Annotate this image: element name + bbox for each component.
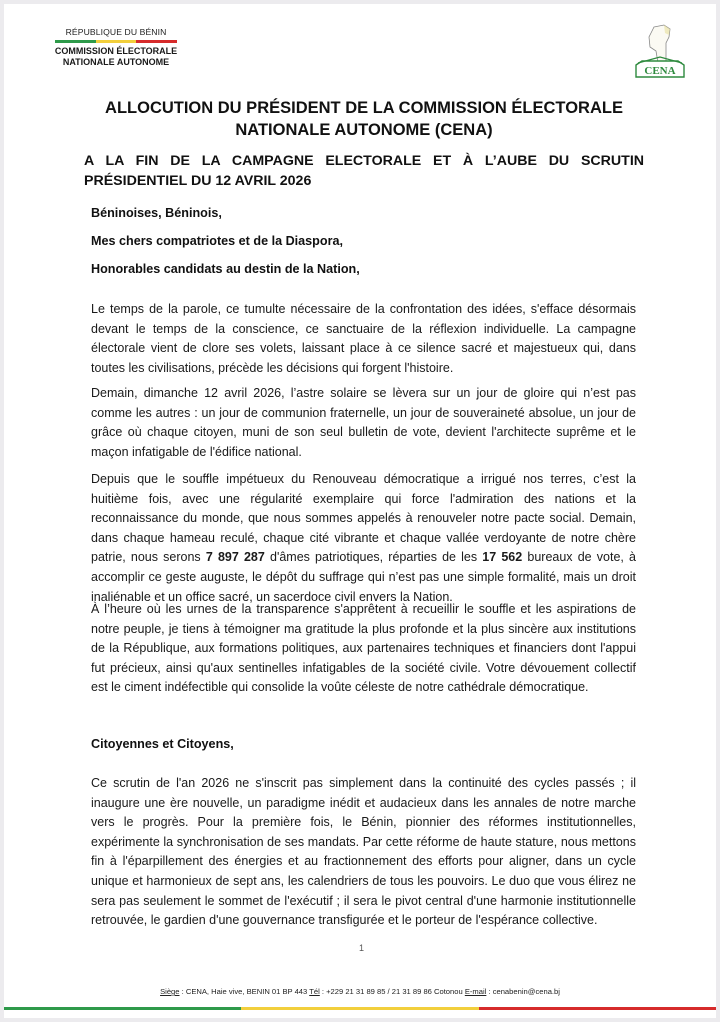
commission-line-1: COMMISSION ÉLECTORALE: [54, 46, 178, 56]
tel-value: : +229 21 31 89 85 / 21 31 89 86 Cotonou: [319, 987, 465, 996]
flag-yellow: [96, 40, 137, 43]
siege-value: : CENA, Haie vive, BENIN 01 BP 443: [179, 987, 310, 996]
polling-stations-count: 17 562: [482, 550, 523, 565]
document-page: [4, 4, 716, 1018]
letterhead: [53, 27, 179, 68]
title-line-2: NATIONALE AUTONOME (CENA): [235, 121, 493, 139]
cena-logo: [630, 21, 690, 81]
flag-bar: [55, 40, 177, 43]
footer-contact: [4, 987, 716, 996]
email-value: : cenabenin@cena.bj: [486, 987, 560, 996]
siege-label: Siège: [160, 987, 180, 996]
document-subtitle: A LA FIN DE LA CAMPAGNE ELECTORALE ET À L’AUBE DU SCRUTIN PRÉSIDENTIEL DU 12 AVRIL 2026: [84, 153, 644, 189]
citoyens-heading: Citoyennes et Citoyens,: [91, 737, 234, 751]
paragraph-3: [91, 470, 636, 607]
document-title: [84, 97, 644, 141]
paragraph-1: Le temps de la parole, ce tumulte nécessaire de la confrontation des idées, s'efface désormais devant le temps de la conscience, ce sanctuaire de la réflexion individuelle. La campagne électorale vient de clore ses volets, laissant place à ce silence sacré et majestueux qui, dans toutes les civilisations, précède les décisions qui forgent l'histoire.: [91, 302, 636, 375]
salutation-3: Honorables candidats au destin de la Nation,: [91, 262, 360, 276]
salutation-2: Mes chers compatriotes et de la Diaspora,: [91, 234, 343, 248]
flag-green: [55, 40, 96, 43]
paragraph-5: Ce scrutin de l'an 2026 ne s'inscrit pas simplement dans la continuité des cycles passés ; il inaugure une ère nouvelle, un paradigme inédit et audacieux dans les annales de notre marche vers le progrès. Pour la première fois, le Bénin, pionnier des réformes institutionnelles, expérimente la synchronisation de ses mandats. Par cette réforme de haute stature, nous mettons fin à l'éparpillement des énergies et au fractionnement des efforts pour aligner, dans un cycle unique et harmonieux de sept ans, les calendriers de tous les pouvoirs. Le duo que vous élirez ne sera pas seulement le sommet de l'exécutif ; il sera le pivot central d'une harmonie institutionnelle retrouvée, le gardien d'une gouvernance transfigurée et le porteur de l'espérance collective.: [91, 776, 636, 928]
paragraph-3-part-a: Depuis que le souffle impétueux du Renouveau démocratique a irrigué nos terres, c’est la huitième fois, avec une régularité exemplaire qui force l'admiration des nations et la reconnaissance du monde, que nous sommes appelés à renouveler notre pacte social. Demain, dans chaque hameau reculé, chaque cité vibrante et chaque vallée verdoyante de notre chère patrie, nous serons: [91, 472, 636, 565]
page-number: 1: [359, 943, 365, 953]
footer-flag-yellow: [241, 1007, 478, 1010]
paragraph-2: Demain, dimanche 12 avril 2026, l’astre solaire se lèvera sur un jour de gloire qui n’est pas comme les autres : un jour de communion fraternelle, un jour de souveraineté absolue, un jour de grâce où chaque citoyen, muni de son seul bulletin de vote, devient l'architecte suprême et le maçon infatigable de l'édifice national.: [91, 386, 636, 459]
voters-count: 7 897 287: [205, 550, 265, 565]
republique-label: RÉPUBLIQUE DU BÉNIN: [65, 27, 167, 37]
title-line-1: ALLOCUTION DU PRÉSIDENT DE LA COMMISSION ÉLECTORALE: [105, 99, 623, 117]
paragraph-4: À l’heure où les urnes de la transparence s'apprêtent à recueillir le souffle et les aspirations de notre peuple, je tiens à témoigner ma gratitude la plus profonde et la plus sincère aux institutions de la République, aux formations politiques, aux partenaires techniques et financiers dont l'appui fut précieux, ainsi qu'aux sentinelles infatigables de la société civile. Votre dévouement collectif est le ciment indéfectible qui consolide la voûte céleste de notre cathédrale démocratique.: [91, 602, 636, 695]
commission-line-2: NATIONALE AUTONOME: [62, 57, 170, 67]
footer-flag-red: [479, 1007, 716, 1010]
flag-red: [136, 40, 177, 43]
email-label: E-mail: [464, 987, 487, 996]
footer-flag-green: [4, 1007, 241, 1010]
tel-label: Tél: [309, 987, 320, 996]
salutation-1: Béninoises, Béninois,: [91, 206, 222, 220]
logo-text: CENA: [644, 65, 676, 77]
paragraph-3-part-c: bureaux de vote, à accomplir ce geste auguste, le dépôt du suffrage qui n’est pas une simple formalité, mais un droit inaliénable et un office sacré, un sacerdoce civil envers la Nation.: [91, 550, 636, 604]
paragraph-3-part-b: d'âmes patriotiques, réparties de les: [264, 550, 483, 565]
footer-flag-bar: [4, 1007, 716, 1010]
